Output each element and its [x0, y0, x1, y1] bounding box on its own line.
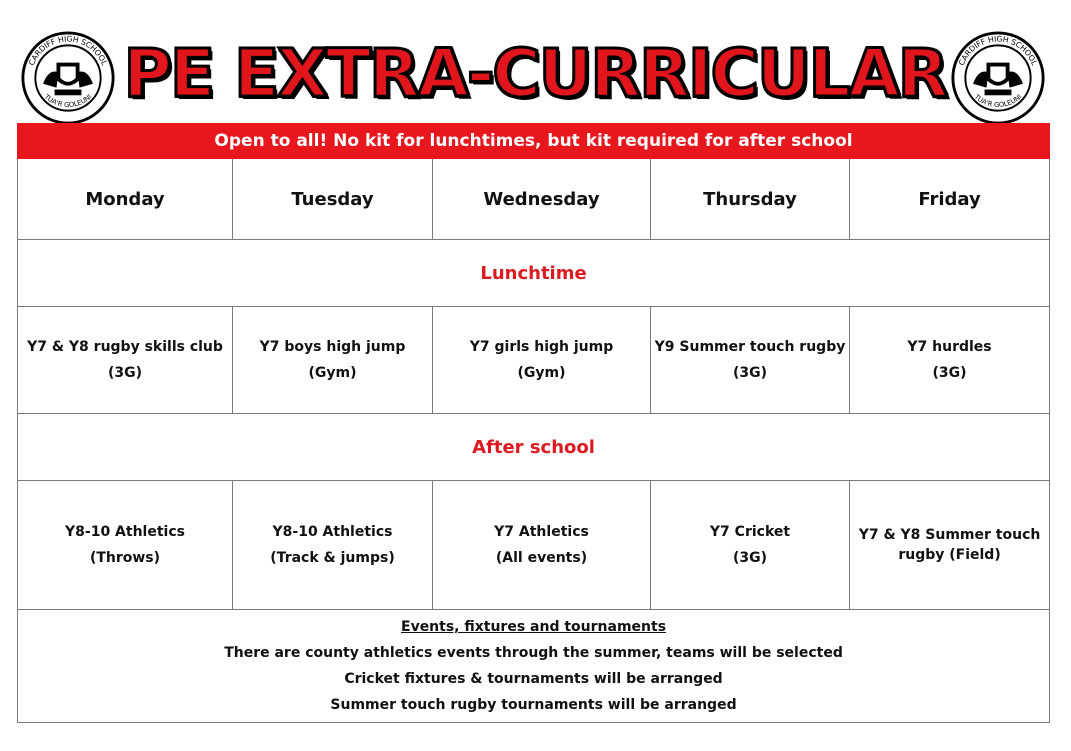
day-friday: Friday	[850, 159, 1050, 240]
activity-name: Y9 Summer touch rugby	[654, 339, 846, 355]
events-line: Summer touch rugby tournaments will be arranged	[330, 697, 737, 713]
activity-cell	[850, 307, 1050, 414]
info-banner-row	[18, 124, 1050, 159]
activity-cell	[18, 307, 233, 414]
activity-venue: (3G)	[732, 365, 768, 381]
activity-name: Y7 girls high jump	[469, 339, 614, 355]
events-row	[18, 610, 1050, 723]
after-school-section-row	[18, 414, 1050, 481]
schedule-table	[17, 123, 1050, 723]
activity-venue: (Track & jumps)	[270, 550, 395, 566]
activity-name: Y7 hurdles	[907, 339, 992, 355]
events-cell	[18, 610, 1050, 723]
activity-name: Y7 boys high jump	[259, 339, 406, 355]
svg-text:TUA'R GOLEUNI: TUA'R GOLEUNI	[972, 92, 1024, 110]
activity-venue: (All events)	[495, 550, 588, 566]
svg-text:TUA'R GOLEUNI: TUA'R GOLEUNI	[42, 92, 94, 110]
activity-cell	[850, 481, 1050, 610]
page-title: PE EXTRA-CURRICULAR	[123, 34, 947, 112]
activity-name: Y7 & Y8 rugby skills club	[27, 339, 223, 355]
school-crest-logo	[950, 30, 1046, 126]
activity-name: Y7 Athletics	[494, 524, 589, 540]
activity-cell	[651, 481, 850, 610]
activity-venue: (Throws)	[89, 550, 161, 566]
activity-cell	[18, 481, 233, 610]
activity-name: Y7 & Y8 Summer touch	[858, 527, 1041, 543]
events-line: There are county athletics events through the summer, teams will be selected	[224, 645, 843, 661]
activity-name: Y7 Cricket	[709, 524, 791, 540]
school-crest-logo	[20, 30, 116, 126]
page-header	[0, 0, 1071, 124]
day-tuesday: Tuesday	[233, 159, 433, 240]
after-school-activities-row	[18, 481, 1050, 610]
activity-venue: rugby (Field)	[898, 547, 1001, 563]
svg-text:CARDIFF HIGH SCHOOL: CARDIFF HIGH SCHOOL	[957, 34, 1039, 67]
activity-name: Y8-10 Athletics	[65, 524, 185, 540]
activity-venue: (Gym)	[308, 365, 357, 381]
lunchtime-section-row	[18, 240, 1050, 307]
day-wednesday: Wednesday	[433, 159, 651, 240]
activity-venue: (3G)	[932, 365, 967, 381]
events-heading: Events, fixtures and tournaments	[401, 619, 667, 635]
svg-text:CARDIFF HIGH SCHOOL: CARDIFF HIGH SCHOOL	[27, 34, 109, 67]
activity-venue: (Gym)	[517, 365, 566, 381]
lunchtime-activities-row	[18, 307, 1050, 414]
activity-cell	[233, 481, 433, 610]
activity-name: Y8-10 Athletics	[272, 524, 393, 540]
lunchtime-heading: Lunchtime	[18, 240, 1050, 307]
info-banner: Open to all! No kit for lunchtimes, but kit required for after school	[18, 124, 1050, 159]
activity-venue: (3G)	[107, 365, 143, 381]
events-line: Cricket fixtures & tournaments will be arranged	[344, 671, 723, 687]
activity-venue: (3G)	[732, 550, 768, 566]
day-monday: Monday	[18, 159, 233, 240]
activity-cell	[233, 307, 433, 414]
activity-cell	[651, 307, 850, 414]
activity-cell	[433, 481, 651, 610]
day-thursday: Thursday	[651, 159, 850, 240]
after-school-heading: After school	[18, 414, 1050, 481]
day-header-row	[18, 159, 1050, 240]
activity-cell	[433, 307, 651, 414]
